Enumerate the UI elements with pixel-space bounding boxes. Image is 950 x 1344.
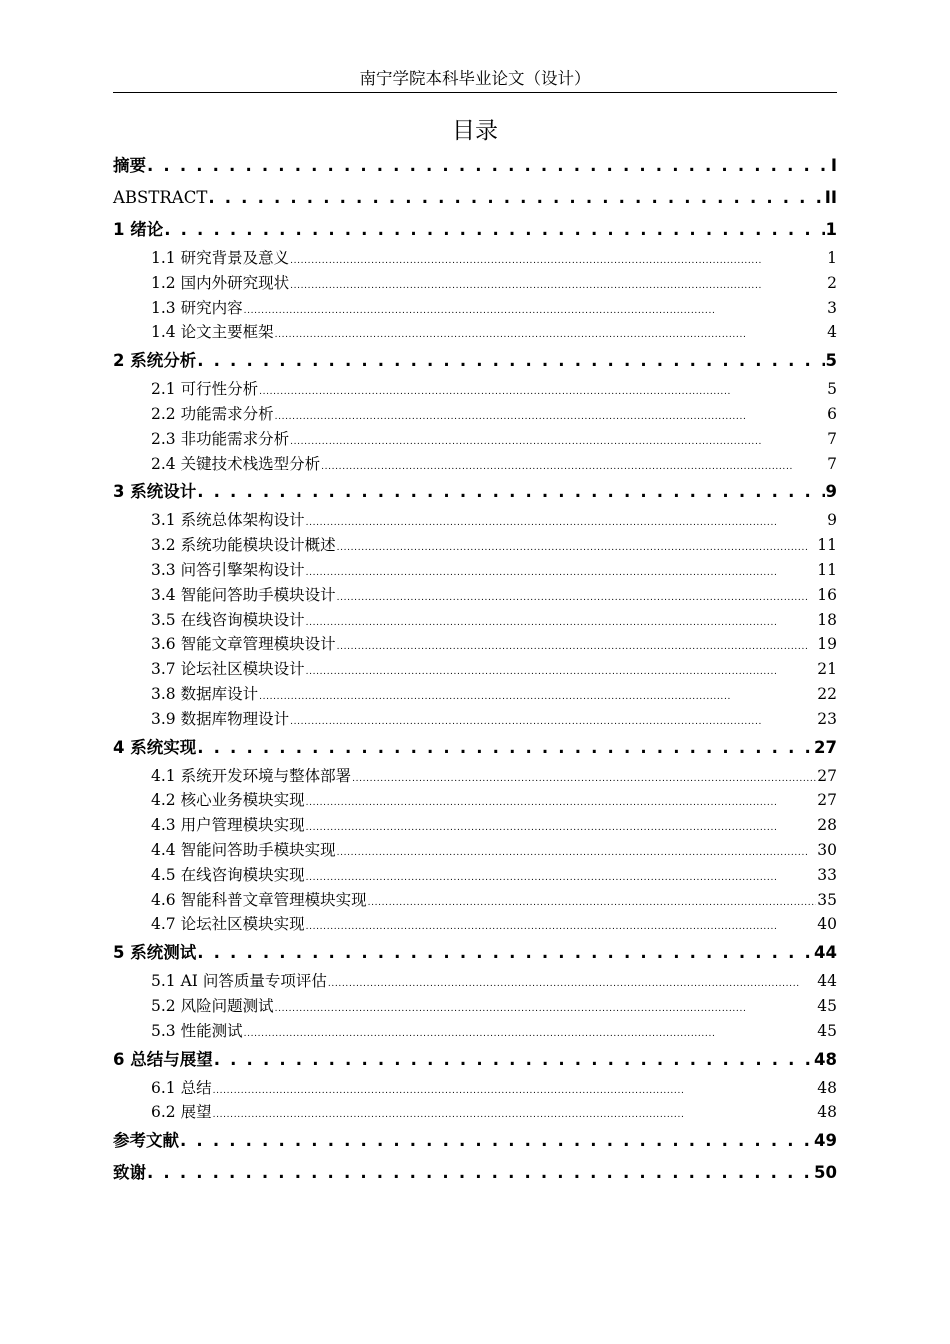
toc-entry-page-number: 1 xyxy=(825,220,837,239)
toc-entry-label: 3.9 数据库物理设计 xyxy=(151,709,290,728)
toc-entry-label: 3.1 系统总体架构设计 xyxy=(151,511,305,530)
toc-entry-label: 5.2 风险问题测试 xyxy=(151,996,274,1015)
toc-entry-label: 4.5 在线咨询模块实现 xyxy=(151,865,305,884)
toc-chapter-entry[interactable] xyxy=(113,345,837,377)
toc-entry-label: 4 系统实现 xyxy=(113,737,197,757)
toc-entry-page-number: 45 xyxy=(817,1021,837,1040)
toc-section-entry[interactable] xyxy=(113,296,837,321)
toc-section-entry[interactable] xyxy=(113,377,837,402)
toc-entry-label: 3 系统设计 xyxy=(113,482,197,502)
toc-entry-label: ABSTRACT xyxy=(113,188,208,207)
toc-entry-page-number: 2 xyxy=(827,273,837,292)
toc-entry-page-number: 3 xyxy=(827,298,837,317)
toc-entry-page-number: 5 xyxy=(827,380,837,399)
toc-entry-label: 4.2 核心业务模块实现 xyxy=(151,791,305,810)
toc-chapter-entry[interactable] xyxy=(113,732,837,764)
toc-entry-label: 4.3 用户管理模块实现 xyxy=(151,816,305,835)
toc-entry-page-number: 9 xyxy=(825,482,837,502)
toc-entry-page-number: 45 xyxy=(817,996,837,1015)
toc-chapter-entry[interactable] xyxy=(113,937,837,969)
toc-entry-page-number: 22 xyxy=(817,684,837,703)
toc-section-entry[interactable] xyxy=(113,838,837,863)
page-title: 目录 xyxy=(452,118,498,144)
toc-entry-label: 3.4 智能问答助手模块设计 xyxy=(151,585,336,604)
toc-entry-page-number: 5 xyxy=(825,351,837,371)
toc-entry-page-number: 49 xyxy=(814,1131,837,1151)
toc-entry-page-number: II xyxy=(824,188,837,207)
page-header: 南宁学院本科毕业论文（设计） xyxy=(113,66,837,93)
toc-section-entry[interactable] xyxy=(113,969,837,994)
toc-dot-leader xyxy=(164,214,824,246)
toc-section-entry[interactable] xyxy=(113,707,837,732)
toc-section-entry[interactable] xyxy=(113,533,837,558)
toc-entry-page-number: 7 xyxy=(827,429,837,448)
table-of-contents xyxy=(113,150,837,1189)
toc-entry-label: 4.6 智能科普文章管理模块实现 xyxy=(151,890,367,909)
toc-entry-page-number: 33 xyxy=(817,865,837,884)
toc-dot-leader xyxy=(197,937,813,969)
toc-entry-label: 4.7 论坛社区模块实现 xyxy=(151,915,305,934)
toc-entry-label: 4.4 智能问答助手模块实现 xyxy=(151,840,336,859)
toc-entry-page-number: 44 xyxy=(814,943,837,963)
toc-entry-label: 3.3 问答引擎架构设计 xyxy=(151,560,305,579)
toc-entry-label: 2.4 关键技术栈选型分析 xyxy=(151,454,321,473)
toc-section-entry[interactable] xyxy=(113,558,837,583)
toc-entry-label: 1.3 研究内容 xyxy=(151,298,243,317)
toc-entry-label: 5 系统测试 xyxy=(113,943,197,963)
toc-section-entry[interactable] xyxy=(113,583,837,608)
toc-entry-page-number: 16 xyxy=(817,585,837,604)
toc-entry-page-number: I xyxy=(830,156,837,175)
toc-dot-leader xyxy=(197,476,824,508)
toc-section-entry[interactable] xyxy=(113,863,837,888)
toc-entry-label: 2.3 非功能需求分析 xyxy=(151,429,290,448)
toc-entry-page-number: 21 xyxy=(817,660,837,679)
toc-entry-label: 3.8 数据库设计 xyxy=(151,684,259,703)
toc-dot-leader xyxy=(147,150,830,182)
toc-section-entry[interactable] xyxy=(113,1076,837,1101)
toc-entry-label: 1.2 国内外研究现状 xyxy=(151,273,290,292)
toc-entry-page-number: 6 xyxy=(827,404,837,423)
toc-entry-page-number: 9 xyxy=(827,511,837,530)
toc-chapter-entry[interactable] xyxy=(113,150,837,182)
toc-chapter-entry[interactable] xyxy=(113,476,837,508)
toc-entry-page-number: 28 xyxy=(817,816,837,835)
toc-chapter-entry[interactable] xyxy=(113,1125,837,1157)
toc-entry-page-number: 40 xyxy=(817,915,837,934)
toc-section-entry[interactable] xyxy=(113,246,837,271)
toc-section-entry[interactable] xyxy=(113,888,837,913)
toc-entry-page-number: 27 xyxy=(817,791,837,810)
toc-entry-label: 2 系统分析 xyxy=(113,351,197,371)
toc-dot-leader xyxy=(197,345,824,377)
toc-section-entry[interactable] xyxy=(113,813,837,838)
toc-entry-label: 3.6 智能文章管理模块设计 xyxy=(151,635,336,654)
toc-entry-label: 致谢 xyxy=(113,1163,146,1183)
toc-dot-leader xyxy=(208,182,823,214)
toc-section-entry[interactable] xyxy=(113,912,837,937)
toc-dot-leader xyxy=(197,732,813,764)
toc-entry-page-number: 1 xyxy=(827,249,837,267)
toc-entry-label: 3.5 在线咨询模块设计 xyxy=(151,610,305,629)
toc-section-entry[interactable] xyxy=(113,994,837,1019)
toc-section-entry[interactable] xyxy=(113,452,837,477)
toc-dot-leader xyxy=(214,1044,813,1076)
toc-entry-page-number: 50 xyxy=(814,1163,837,1183)
toc-section-entry[interactable] xyxy=(113,657,837,682)
toc-section-entry[interactable] xyxy=(113,320,837,345)
toc-entry-page-number: 48 xyxy=(817,1103,837,1122)
toc-entry-page-number: 4 xyxy=(827,323,837,342)
toc-entry-page-number: 35 xyxy=(817,890,837,909)
toc-chapter-entry[interactable] xyxy=(113,1157,837,1189)
toc-dot-leader xyxy=(147,1157,813,1189)
toc-section-entry[interactable] xyxy=(113,788,837,813)
toc-entry-label: 4.1 系统开发环境与整体部署 xyxy=(151,766,352,785)
toc-entry-label: 1 绪论 xyxy=(113,220,164,239)
toc-entry-label: 2.2 功能需求分析 xyxy=(151,404,274,423)
toc-section-entry[interactable] xyxy=(113,508,837,533)
toc-section-entry[interactable] xyxy=(113,632,837,657)
toc-chapter-entry[interactable] xyxy=(113,1044,837,1076)
toc-entry-label: 2.1 可行性分析 xyxy=(151,380,259,399)
toc-entry-page-number: 18 xyxy=(817,610,837,629)
toc-entry-page-number: 27 xyxy=(817,766,837,785)
toc-section-entry[interactable] xyxy=(113,1100,837,1125)
toc-entry-page-number: 19 xyxy=(817,635,837,654)
toc-entry-page-number: 30 xyxy=(817,840,837,859)
toc-section-entry[interactable] xyxy=(113,682,837,707)
toc-entry-label: 1.4 论文主要框架 xyxy=(151,323,274,342)
toc-entry-page-number: 27 xyxy=(814,737,837,757)
toc-section-entry[interactable] xyxy=(113,427,837,452)
toc-dot-leader xyxy=(180,1125,813,1157)
toc-entry-page-number: 44 xyxy=(817,972,837,991)
toc-section-entry[interactable] xyxy=(113,608,837,633)
toc-entry-label: 5.3 性能测试 xyxy=(151,1021,243,1040)
toc-entry-label: 3.7 论坛社区模块设计 xyxy=(151,660,305,679)
toc-entry-page-number: 48 xyxy=(817,1078,837,1097)
toc-section-entry[interactable] xyxy=(113,271,837,296)
toc-entry-label: 5.1 AI 问答质量专项评估 xyxy=(151,972,327,991)
toc-entry-page-number: 48 xyxy=(814,1049,837,1069)
toc-entry-page-number: 23 xyxy=(817,709,837,728)
toc-section-entry[interactable] xyxy=(113,764,837,789)
toc-entry-label: 参考文献 xyxy=(113,1131,179,1151)
toc-section-entry[interactable] xyxy=(113,1019,837,1044)
toc-chapter-entry[interactable] xyxy=(113,182,837,214)
toc-entry-label: 摘要 xyxy=(113,156,146,175)
toc-chapter-entry[interactable] xyxy=(113,214,837,246)
toc-entry-page-number: 11 xyxy=(817,560,837,579)
toc-entry-page-number: 11 xyxy=(817,536,837,555)
toc-section-entry[interactable] xyxy=(113,402,837,427)
toc-entry-label: 1.1 研究背景及意义 xyxy=(151,249,290,267)
toc-entry-label: 6 总结与展望 xyxy=(113,1049,213,1069)
toc-entry-page-number: 7 xyxy=(827,454,837,473)
toc-entry-label: 6.1 总结 xyxy=(151,1078,212,1097)
toc-entry-label: 6.2 展望 xyxy=(151,1103,212,1122)
toc-entry-label: 3.2 系统功能模块设计概述 xyxy=(151,536,336,555)
